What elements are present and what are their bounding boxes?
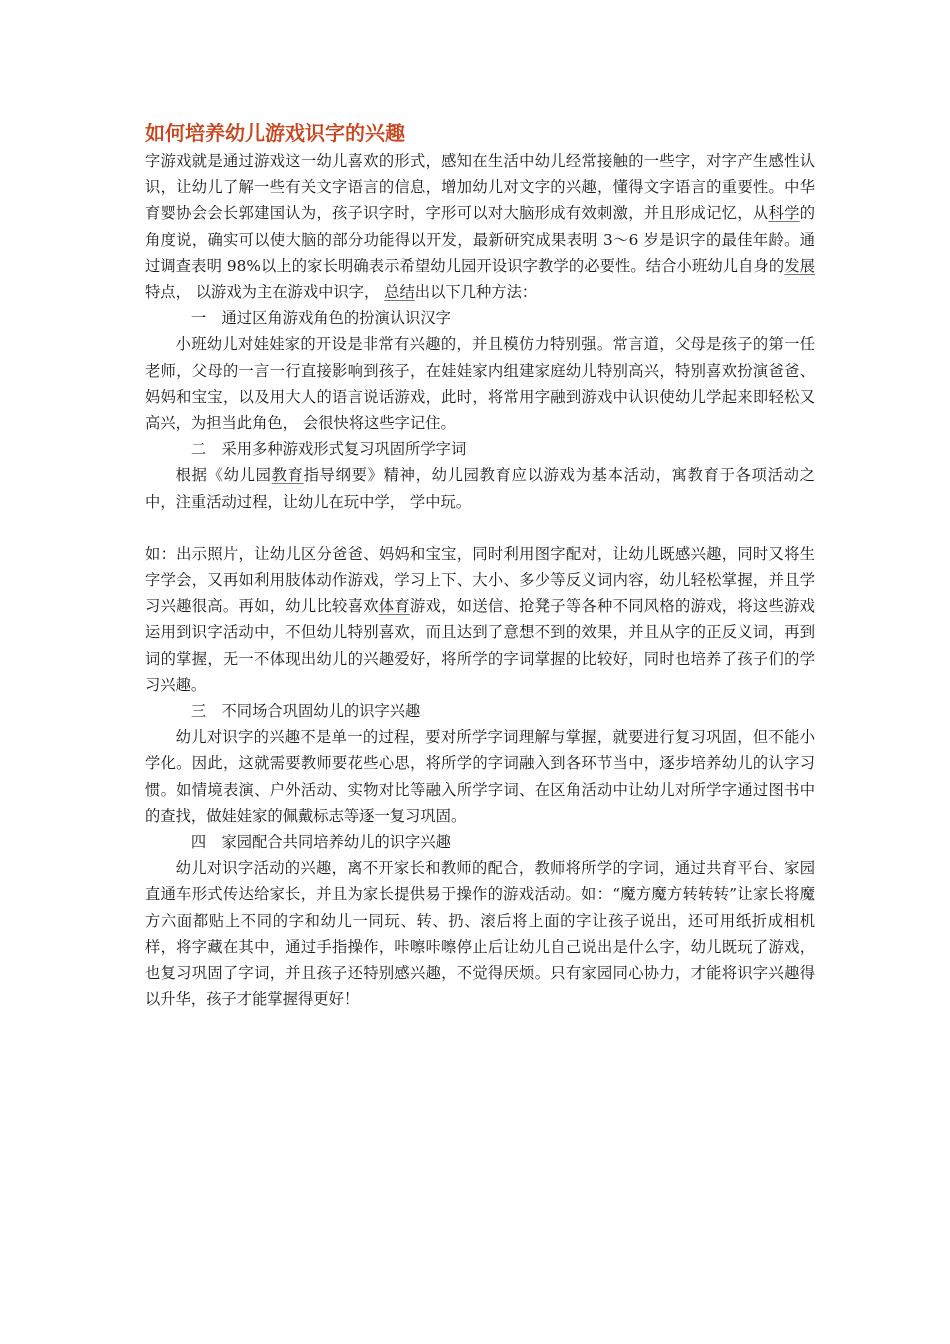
document-page xyxy=(145,118,815,1013)
section-3-heading: 三 不同场合巩固幼儿的识字兴趣 xyxy=(190,702,421,721)
section-1-heading: 一 通过区角游戏角色的扮演认识汉字 xyxy=(190,309,451,328)
section-2-example xyxy=(145,541,815,698)
section-2-text-a: 根据《幼儿园 xyxy=(175,466,272,485)
intro-text-1: 字游戏就是通过游戏这一幼儿喜欢的形式，感知在生活中幼儿经常接触的一些字，对字产生感性认识，让幼儿了解一些有关文字语言的信息，增加幼儿对文字的兴趣，懂得文字语言的重要性。中华育婴协会会长郭建国认为，孩子识字时，字形可以对大脑形成有效刺激，并且形成记忆，从 xyxy=(145,152,815,223)
link-education[interactable]: 教育 xyxy=(271,466,304,485)
intro-text-4: 出以下几种方法： xyxy=(414,283,538,302)
section-2-text-b: 指导纲要》精神，幼儿园教育应以游戏为基本活动，寓教育于各项活动之中，注重活动过程，让幼儿在玩中学， 学中玩。 xyxy=(145,466,815,511)
link-sports[interactable]: 体育 xyxy=(378,597,410,616)
section-2-body xyxy=(145,462,815,514)
intro-paragraph xyxy=(145,148,815,305)
section-4-body: 幼儿对识字活动的兴趣，离不开家长和教师的配合，教师将所学的字词，通过共育平台、家园直通车形式传达给家长，并且为家长提供易于操作的游戏活动。如：“魔方魔方转转转”让家长将魔方六面都贴上不同的字和幼儿一同玩、转、扔、滚后将上面的字让孩子说出，还可用纸折成相机样，将字藏在其中，通过手指操作，咔嚓咔嚓停止后让幼儿自己说出是什么字，幼儿既玩了游戏，也复习巩固了字词，并且孩子还特别感兴趣，不觉得厌烦。只有家园同心协力，才能将识字兴趣得以升华，孩子才能掌握得更好！ xyxy=(145,859,815,1009)
section-1-body: 小班幼儿对娃娃家的开设是非常有兴趣的，并且模仿力特别强。常言道，父母是孩子的第一任老师，父母的一言一行直接影响到孩子，在娃娃家内组建家庭幼儿特别高兴，特别喜欢扮演爸爸、妈妈和宝宝，以及用大人的语言说话游戏，此时，将常用字融到游戏中认识使幼儿学起来即轻松又高兴，为担当此角色， 会很快将这些字记住。 xyxy=(145,335,815,433)
section-2-example-b: 游戏，如送信、抢凳子等各种不同风格的游戏，将这些游戏运用到识字活动中，不但幼儿特别喜欢，而且达到了意想不到的效果，并且从字的正反义词，再到词的掌握，无一不体现出幼儿的兴趣爱好，将所学的字词掌握的比较好，同时也培养了孩子们的学习兴趣。 xyxy=(145,597,815,694)
section-2-heading: 二 采用多种游戏形式复习巩固所学字词 xyxy=(190,440,467,459)
link-summary[interactable]: 总结 xyxy=(384,283,415,302)
section-3-body: 幼儿对识字的兴趣不是单一的过程，要对所学字词理解与掌握，就要进行复习巩固，但不能小学化。因此，这就需要教师要花些心思，将所学的字词融入到各环节当中，逐步培养幼儿的认字习惯。如情境表演、户外活动、实物对比等融入所学字词、在区角活动中让幼儿对所学字通过图书中的查找，做娃娃家的佩戴标志等逐一复习巩固。 xyxy=(145,728,815,825)
section-2-example-a: 如：出示照片，让幼儿区分爸爸、妈妈和宝宝，同时利用图字配对，让幼儿既感兴趣，同时又将生字学会，又再如利用肢体动作游戏，学习上下、大小、多少等反义词内容，幼儿轻松掌握，并且学习兴趣很高。再如，幼儿比较喜欢 xyxy=(145,544,815,616)
intro-text-3: 特点， 以游戏为主在游戏中识字， xyxy=(145,283,385,302)
section-4-heading: 四 家园配合共同培养幼儿的识字兴趣 xyxy=(190,833,451,852)
intro-text-2: 的角度说，确实可以使大脑的部分功能得以开发，最新研究成果表明 3～6 岁是识字的最佳年龄。通过调查表明 98%以上的家长明确表示希望幼儿园开设识字教学的必要性。结合小班幼儿自身的 xyxy=(145,204,815,275)
link-development[interactable]: 发展 xyxy=(784,256,815,275)
page-title: 如何培养幼儿游戏识字的兴趣 xyxy=(145,121,405,145)
blank-line xyxy=(145,515,815,541)
link-science[interactable]: 科学 xyxy=(768,204,800,223)
